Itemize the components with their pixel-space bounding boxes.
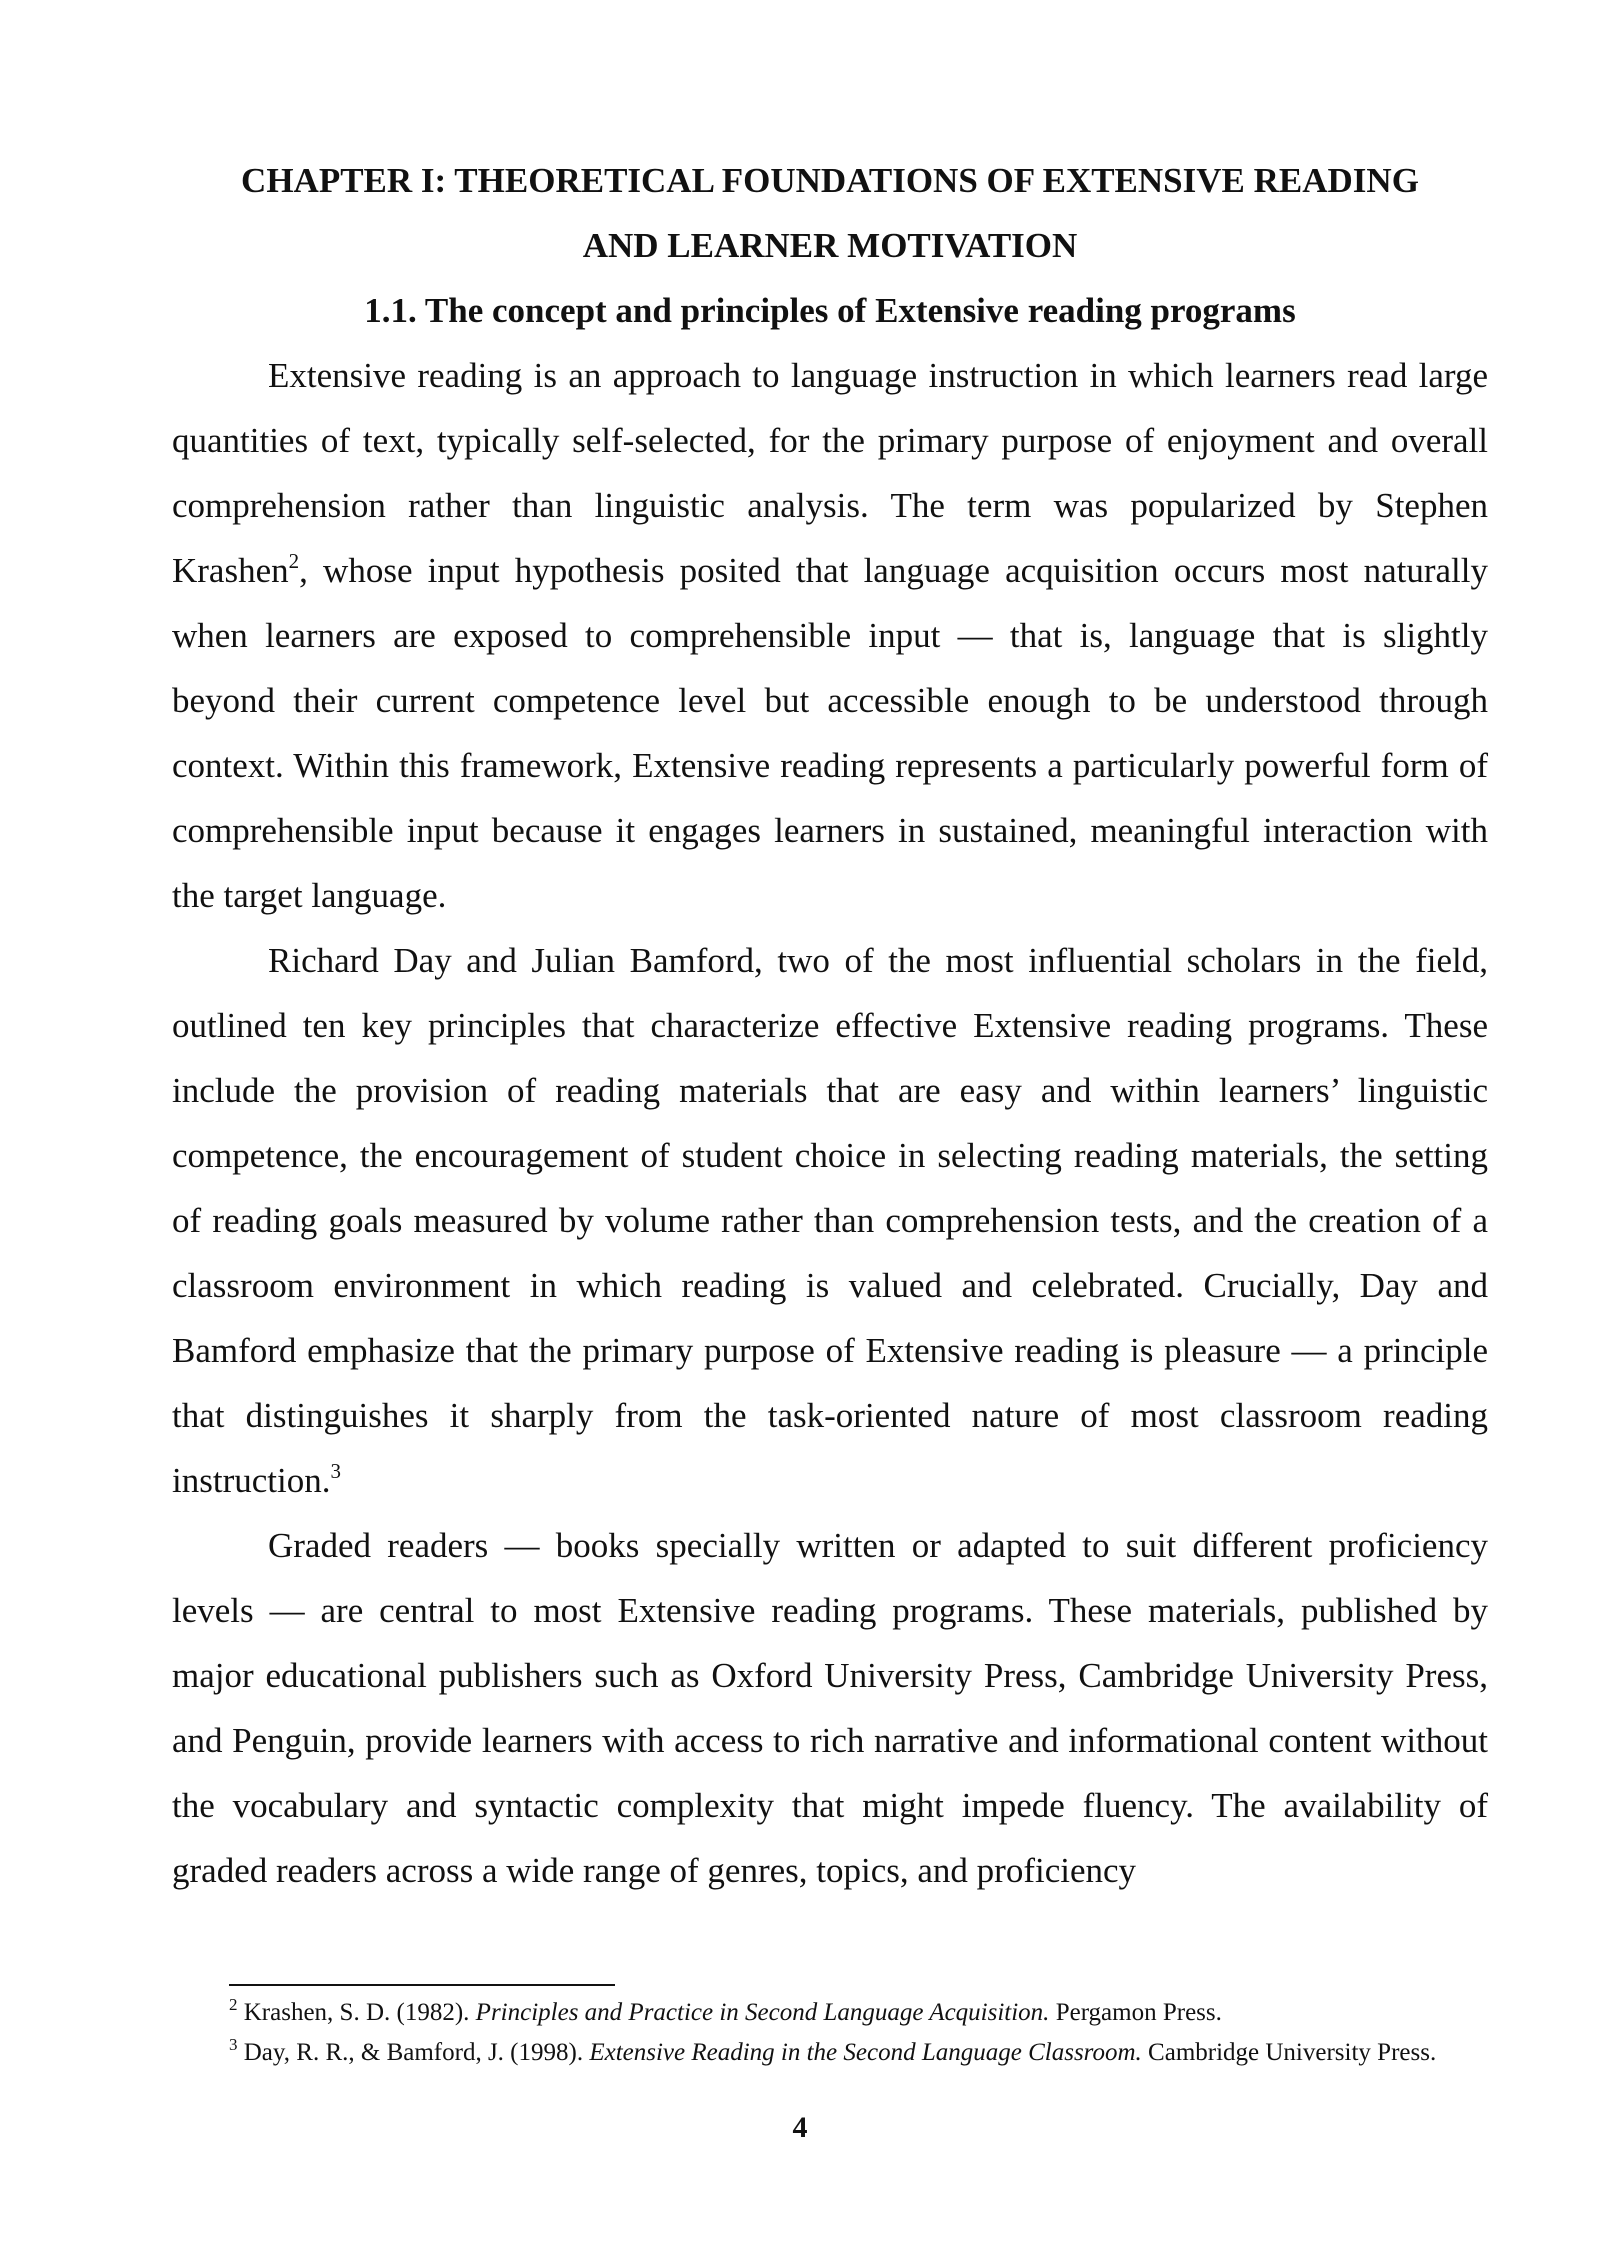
paragraph-1-text-a: Extensive reading is an approach to language instruction in which learners read large quantities of text, typically self-selected, for the primary purpose of enjoyment and overall comprehension rather than linguistic analysis. The term was popularized by Stephen Krashen [172, 356, 1488, 590]
footnote-2-authors: Krashen, S. D. (1982). [243, 1999, 476, 2026]
body-text [172, 343, 1488, 1903]
paragraph-2-text: Richard Day and Julian Bamford, two of the most influential scholars in the field, outlined ten key principles that characterize effective Extensive reading programs. These include the provision of reading materials that are easy and within learners’ linguistic competence, the encouragement of student choice in selecting reading materials, the setting of reading goals measured by volume rather than comprehension tests, and the creation of a classroom environment in which reading is valued and celebrated. Crucially, Day and Bamford emphasize that the primary purpose of Extensive reading is pleasure — a principle that distinguishes it sharply from the task-oriented nature of most classroom reading instruction. [172, 941, 1488, 1500]
footnote-2-number: 2 [229, 1995, 238, 2014]
chapter-title-line-2: AND LEARNER MOTIVATION [582, 226, 1078, 265]
paragraph-2 [172, 928, 1488, 1513]
footnote-separator [229, 1984, 615, 1986]
footnote-3-authors: Day, R. R., & Bamford, J. (1998). [243, 2039, 590, 2066]
footnote-3 [229, 2036, 1488, 2070]
footnote-2-work-title: Principles and Practice in Second Language Acquisition. [475, 1999, 1050, 2026]
footnotes [229, 1996, 1488, 2076]
page-number: 4 [792, 2111, 808, 2144]
chapter-title-line-1: CHAPTER I: THEORETICAL FOUNDATIONS OF EXTENSIVE READING [241, 161, 1419, 200]
chapter-title [172, 148, 1488, 278]
section-title: 1.1. The concept and principles of Extensive reading programs [364, 291, 1296, 330]
footnote-3-number: 3 [229, 2035, 238, 2054]
footnote-3-work-title: Extensive Reading in the Second Language Classroom. [589, 2039, 1142, 2066]
paragraph-1-text-b: , whose input hypothesis posited that language acquisition occurs most naturally when learners are exposed to comprehensible input — that is, language that is slightly beyond their current competence level but accessible enough to be understood through context. Within this framework, Extensive reading represents a particularly powerful form of comprehensible input because it engages learners in sustained, meaningful interaction with the target language. [172, 551, 1488, 915]
paragraph-3 [172, 1513, 1488, 1903]
footnote-ref-2[interactable]: 2 [288, 549, 300, 573]
footnote-2 [229, 1996, 1488, 2030]
footnote-2-publisher: Pergamon Press. [1049, 1999, 1222, 2026]
paragraph-1 [172, 343, 1488, 928]
paragraph-3-text: Graded readers — books specially written or adapted to suit different proficiency levels — are central to most Extensive reading programs. These materials, published by major educational publishers such as Oxford University Press, Cambridge University Press, and Penguin, provide learners with access to rich narrative and informational content without the vocabulary and syntactic complexity that might impede fluency. The availability of graded readers across a wide range of genres, topics, and proficiency [172, 1526, 1488, 1890]
footnote-ref-3[interactable]: 3 [330, 1459, 341, 1483]
footnote-3-publisher: Cambridge University Press. [1141, 2039, 1437, 2066]
